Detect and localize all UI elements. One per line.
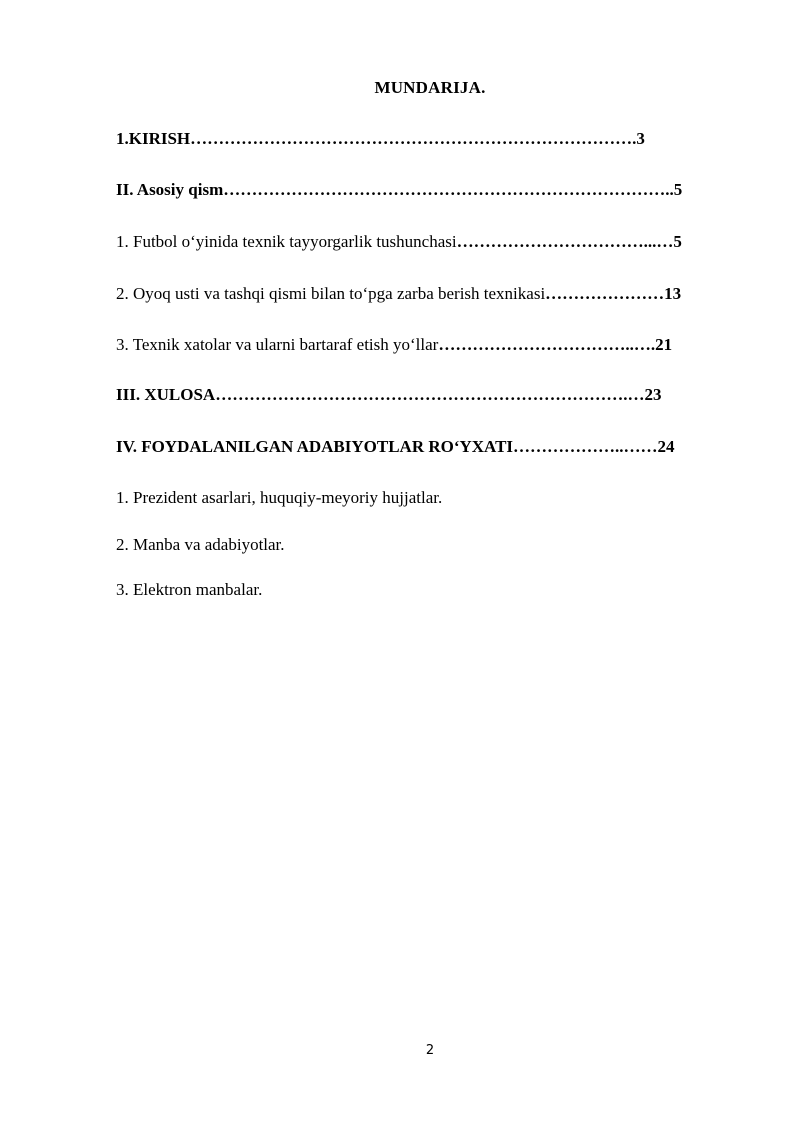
toc-leader-dots: ……………………………..….	[438, 335, 656, 354]
toc-leader-dots: ……………………………...…	[456, 232, 674, 251]
toc-page-number: 21	[655, 335, 673, 354]
toc-page-number: 5	[673, 180, 683, 199]
toc-leader-dots: …………………………………………………………………….	[190, 129, 637, 148]
source-item-manba: 2. Manba va adabiyotlar.	[116, 535, 285, 554]
page-title: MUNDARIJA.	[374, 78, 486, 97]
toc-entry-label: 2. Oyoq usti va tashqi qismi bilan to‘pga zarba berish texnikasi	[116, 284, 546, 303]
toc-entry-label: IV. FOYDALANILGAN ADABIYOTLAR RO‘YXATI	[116, 437, 514, 456]
toc-entry-adabiyotlar	[116, 437, 675, 457]
toc-entry-texnik-xatolar	[116, 335, 672, 355]
toc-page-number: 13	[664, 284, 682, 303]
toc-leader-dots: ……………………………………………………………….…	[215, 385, 645, 404]
toc-entry-futbol-texnik	[116, 232, 682, 252]
toc-page-number: 3	[636, 129, 645, 148]
source-item-prezident-asarlari: 1. Prezident asarlari, huquqiy-meyoriy hujjatlar.	[116, 488, 443, 507]
toc-entry-xulosa	[116, 385, 661, 405]
toc-page-number: 24	[657, 437, 675, 456]
toc-page-number: 5	[673, 232, 682, 251]
toc-leader-dots: ………………..……	[513, 437, 658, 456]
toc-entry-kirish	[116, 129, 645, 149]
toc-entry-asosiy-qism	[116, 180, 682, 200]
toc-entry-label: 1. Futbol o‘yinida texnik tayyorgarlik tushunchasi	[116, 232, 457, 251]
page-number: 2	[425, 1043, 435, 1058]
toc-entry-label: II. Asosiy qism	[116, 180, 224, 199]
toc-entry-label: III. XULOSA	[116, 385, 216, 404]
toc-leader-dots: ……………………………………………………………………..	[223, 180, 674, 199]
toc-leader-dots: …………………	[545, 284, 665, 303]
toc-entry-oyoq-usti	[116, 284, 681, 304]
source-item-elektron: 3. Elektron manbalar.	[116, 580, 263, 599]
toc-entry-label: 3. Texnik xatolar va ularni bartaraf etish yo‘llar	[116, 335, 439, 354]
toc-page-number: 23	[644, 385, 662, 404]
toc-entry-label: 1.KIRISH	[116, 129, 191, 148]
